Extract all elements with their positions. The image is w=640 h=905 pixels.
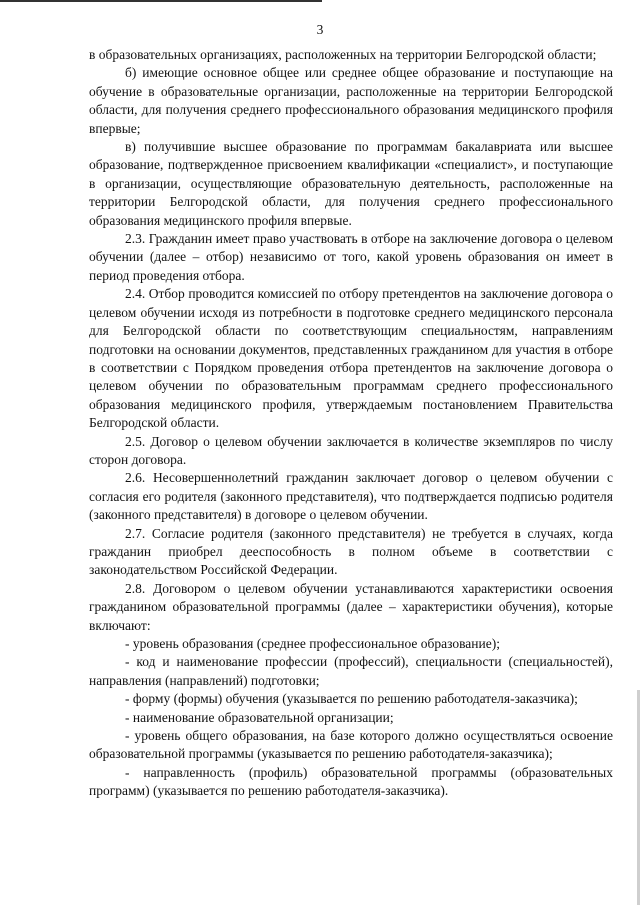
paragraph-2-3: 2.3. Гражданин имеет право участвовать в отборе на заключение договора о целевом обучении (далее – отбор) независимо от того, какой уровень образования он имеет в период проведения отбора. bbox=[89, 231, 613, 283]
list-item-general-education: - уровень общего образования, на базе которого должно осуществляться освоение образовательной программы (указывается по решению работодателя-заказчика); bbox=[89, 728, 613, 762]
list-item-program-focus: - направленность (профиль) образовательной программы (образовательных программ) (указывается по решению работодателя-заказчика). bbox=[89, 764, 613, 799]
list-item-profession-code: - код и наименование профессии (профессий), специальности (специальностей), направления (направлений) подготовки; bbox=[89, 654, 613, 688]
paragraph-2-7: 2.7. Согласие родителя (законного представителя) не требуется в случаях, когда гражданин приобрел дееспособность в полном объеме в соответствии с законодательством Российской Федерации. bbox=[89, 525, 613, 578]
paragraph-2-8: 2.8. Договором о целевом обучении устанавливаются характеристики освоения гражданином образовательной программы (далее – характеристики обучения), которые включают: bbox=[89, 580, 613, 633]
paragraph-continuation: в образовательных организациях, расположенных на территории Белгородской области; bbox=[89, 47, 597, 62]
document-body bbox=[89, 46, 613, 801]
paragraph-2-5: 2.5. Договор о целевом обучении заключается в количестве экземпляров по числу сторон договора. bbox=[89, 433, 613, 467]
list-item-study-form: - форму (формы) обучения (указывается по решению работодателя-заказчика); bbox=[125, 691, 578, 707]
paragraph-2-4: 2.4. Отбор проводится комиссией по отбору претендентов на заключение договора о целевом обучении исходя из потребности в подготовке среднего медицинского персонала для Белгородской области по соответствующим специальностям, направлениям подготовки на основании документов, представленных гражданином для участия в отборе в соответствии с Порядком проведения отбора претендентов на заключение договора о целевом обучении по образовательным программам среднего профессионального образования медицинского профиля, утверждаемым постановлением Правительства Белгородской области. bbox=[89, 286, 613, 431]
list-item-organization-name: - наименование образовательной организации; bbox=[125, 709, 394, 725]
list-item-education-level: - уровень образования (среднее профессиональное образование); bbox=[125, 636, 500, 651]
paragraph-item-b: б) имеющие основное общее или среднее общее образование и поступающие на обучение в образовательные организации, расположенные на территории Белгородской области, для получения среднего профессионального образования медицинского профиля впервые; bbox=[89, 65, 613, 136]
paragraph-2-6: 2.6. Несовершеннолетний гражданин заключает договор о целевом обучении с согласия его родителя (законного представителя), что подтверждается подписью родителя (законного представителя) в договоре о целевом обучении. bbox=[89, 470, 613, 523]
page-number: 3 bbox=[316, 22, 324, 37]
top-rule bbox=[0, 0, 322, 2]
paragraph-item-v: в) получившие высшее образование по программам бакалавриата или высшее образование, подтвержденное присвоением квалификации «специалист», и поступающие в организации, осуществляющие образовательную деятельность, расположенные на территории Белгородской области, для получения среднего профессионального образования медицинского профиля впервые. bbox=[89, 139, 613, 228]
